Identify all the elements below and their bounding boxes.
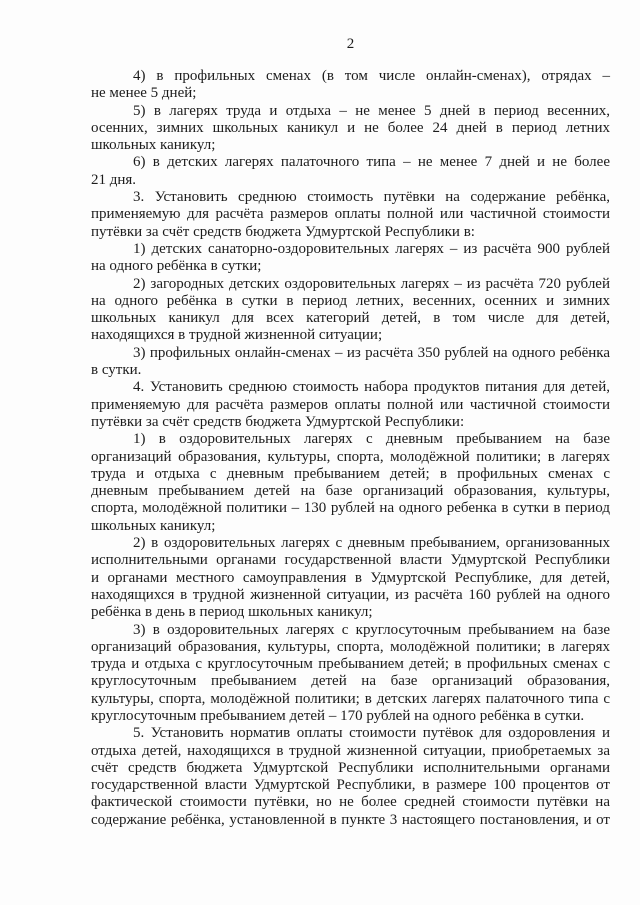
text-line: 3. Установить среднюю стоимость путёвки на содержание ребёнка,	[133, 189, 610, 206]
text-line: применяемую для расчёта размеров оплаты полной или частичной стоимости	[91, 396, 610, 413]
text-line: находящихся в трудной жизненной ситуации;	[91, 327, 383, 344]
paragraph	[91, 379, 610, 431]
paragraph	[91, 241, 610, 276]
text-line: на одного ребёнка в сутки в период летних, весенних, осенних и зимних	[91, 292, 610, 309]
text-line: государственной власти Удмуртской Республики, в размере 100 процентов от	[91, 777, 610, 794]
text-line: в сутки.	[91, 362, 142, 379]
text-line: 4. Установить среднюю стоимость набора продуктов питания для детей,	[133, 379, 610, 396]
text-line: 3) профильных онлайн-сменах – из расчёта 350 рублей на одного ребёнка	[133, 344, 610, 361]
text-line: путёвки за счёт средств бюджета Удмуртской Республики в:	[91, 223, 475, 240]
paragraph	[91, 535, 610, 621]
text-line: 5) в лагерях труда и отдыха – не менее 5 дней в период весенних,	[133, 102, 610, 119]
paragraph	[91, 103, 610, 155]
text-line: школьных каникул;	[91, 137, 216, 154]
text-line: на одного ребёнка в сутки;	[91, 258, 262, 275]
text-line: организаций образования, культуры, спорта, молодёжной политики; в лагерях	[91, 638, 610, 655]
text-line: круглосуточным пребыванием детей на базе организаций образования,	[91, 673, 610, 690]
text-line: школьных каникул для всех категорий детей, в том числе для детей,	[91, 310, 610, 327]
paragraph	[91, 345, 610, 380]
page-number: 2	[346, 36, 355, 52]
text-line: 2) загородных детских оздоровительных лагерях – из расчёта 720 рублей	[133, 275, 610, 292]
paragraph	[91, 276, 610, 345]
paragraph	[91, 725, 610, 829]
text-line: 3) в оздоровительных лагерях с круглосуточным пребыванием на базе	[133, 621, 610, 638]
text-line: находящихся в трудной жизненной ситуации, из расчёта 160 рублей на одного	[91, 586, 610, 603]
text-line: не менее 5 дней;	[91, 85, 197, 102]
text-line: 6) в детских лагерях палаточного типа – не менее 7 дней и не более	[133, 154, 610, 171]
text-line: 1) детских санаторно-оздоровительных лагерях – из расчёта 900 рублей	[133, 240, 610, 257]
text-line: отдыха детей, находящихся в трудной жизненной ситуации, приобретаемых за	[91, 742, 610, 759]
text-line: исполнительными органами государственной власти Удмуртской Республики	[91, 552, 610, 569]
text-line: применяемую для расчёта размеров оплаты полной или частичной стоимости	[91, 206, 610, 223]
text-line: 4) в профильных сменах (в том числе онлайн-сменах), отрядах –	[133, 68, 610, 84]
document-body	[91, 68, 610, 829]
paragraph	[91, 189, 610, 241]
text-line: труда и отдыха с дневным пребыванием детей; в профильных сменах с	[91, 465, 610, 482]
text-line: школьных каникул;	[91, 517, 216, 534]
text-line: ребёнка в день в период школьных каникул;	[91, 604, 373, 621]
text-line: 2) в оздоровительных лагерях с дневным пребыванием, организованных	[133, 535, 610, 552]
text-line: путёвки за счёт средств бюджета Удмуртской Республики:	[91, 413, 465, 430]
text-line: круглосуточным пребыванием детей – 170 рублей на одного ребёнка в сутки.	[91, 707, 585, 724]
paragraph	[91, 622, 610, 726]
text-line: и органами местного самоуправления в Удмуртской Республике, для детей,	[91, 569, 610, 586]
text-line: культуры, спорта, молодёжной политики; в детских лагерях палаточного типа с	[91, 690, 610, 707]
text-line: фактической стоимости путёвки, но не более средней стоимости путёвки на	[91, 794, 610, 811]
text-line: дневным пребыванием детей на базе организаций образования, культуры,	[91, 483, 610, 500]
text-line: 1) в оздоровительных лагерях с дневным пребыванием на базе	[133, 431, 610, 448]
text-line: осенних, зимних школьных каникул и не более 24 дней в период летних	[91, 119, 610, 136]
text-line: спорта, молодёжной политики – 130 рублей на одного ребенка в сутки в период	[91, 500, 610, 517]
text-line: организаций образования, культуры, спорта, молодёжной политики; в лагерях	[91, 448, 610, 465]
text-line: счёт средств бюджета Удмуртской Республики исполнительными органами	[91, 759, 610, 776]
text-line: 5. Установить норматив оплаты стоимости путёвок для оздоровления и	[133, 725, 610, 742]
paragraph	[91, 154, 610, 189]
text-line: содержание ребёнка, установленной в пункте 3 настоящего постановления, и от	[91, 811, 610, 828]
paragraph	[91, 68, 610, 103]
paragraph	[91, 431, 610, 535]
text-line: труда и отдыха с круглосуточным пребыванием детей; в профильных сменах с	[91, 656, 610, 673]
text-line: 21 дня.	[91, 171, 137, 188]
